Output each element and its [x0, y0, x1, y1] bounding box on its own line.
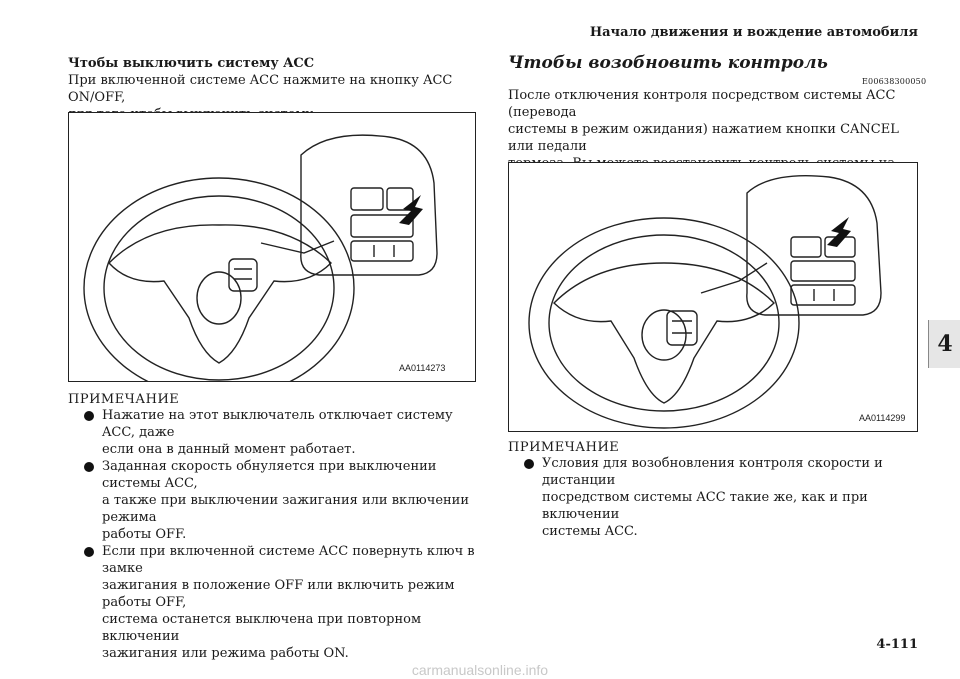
- bullet-icon: [524, 459, 534, 469]
- note-title: ПРИМЕЧАНИЕ: [68, 392, 180, 407]
- section-code: E00638300050: [862, 77, 927, 86]
- left-note-block: [68, 392, 478, 662]
- figure-code: AA0114273: [399, 363, 446, 373]
- figure-code: AA0114299: [859, 413, 906, 423]
- steering-wheel-illustration: [509, 163, 917, 431]
- note-title: ПРИМЕЧАНИЕ: [508, 440, 620, 455]
- left-heading: Чтобы выключить систему ACC: [68, 56, 315, 71]
- steering-wheel-figure-res: [508, 162, 918, 432]
- steering-wheel-figure-off: [68, 112, 476, 382]
- right-heading: Чтобы возобновить контроль: [508, 53, 828, 73]
- bullet-icon: [84, 411, 94, 421]
- running-header: Начало движения и вождение автомобиля: [589, 25, 918, 40]
- note-item: Заданная скорость обнуляется при выключении системы ACC, а также при выключении зажигания или включении режима работы OFF.: [68, 458, 478, 543]
- note-item: Нажатие на этот выключатель отключает систему ACC, даже если она в данный момент работает.: [68, 407, 478, 458]
- note-item: Если при включенной системе ACC повернуть ключ в замке зажигания в положение OFF или включить режим работы OFF, система останется выключена при повторном включении зажигания или режима работы ON.: [68, 543, 478, 662]
- page-number: 4-111: [876, 637, 918, 652]
- para-line: При включенной системе ACC нажмите на кнопку ACC ON/OFF,: [68, 73, 453, 105]
- watermark: carmanualsonline.info: [411, 662, 549, 678]
- note-item: Условия для возобновления контроля скорости и дистанции посредством системы ACC такие же, как и при включении системы ACC.: [508, 455, 920, 540]
- para-line: После отключения контроля посредством системы ACC (перевода: [508, 88, 896, 120]
- bullet-icon: [84, 547, 94, 557]
- bullet-icon: [84, 462, 94, 472]
- chapter-tab: 4: [928, 320, 960, 368]
- steering-wheel-illustration: [69, 113, 475, 381]
- right-note-block: [508, 440, 920, 540]
- para-line: системы в режим ожидания) нажатием кнопки CANCEL или педали: [508, 122, 899, 154]
